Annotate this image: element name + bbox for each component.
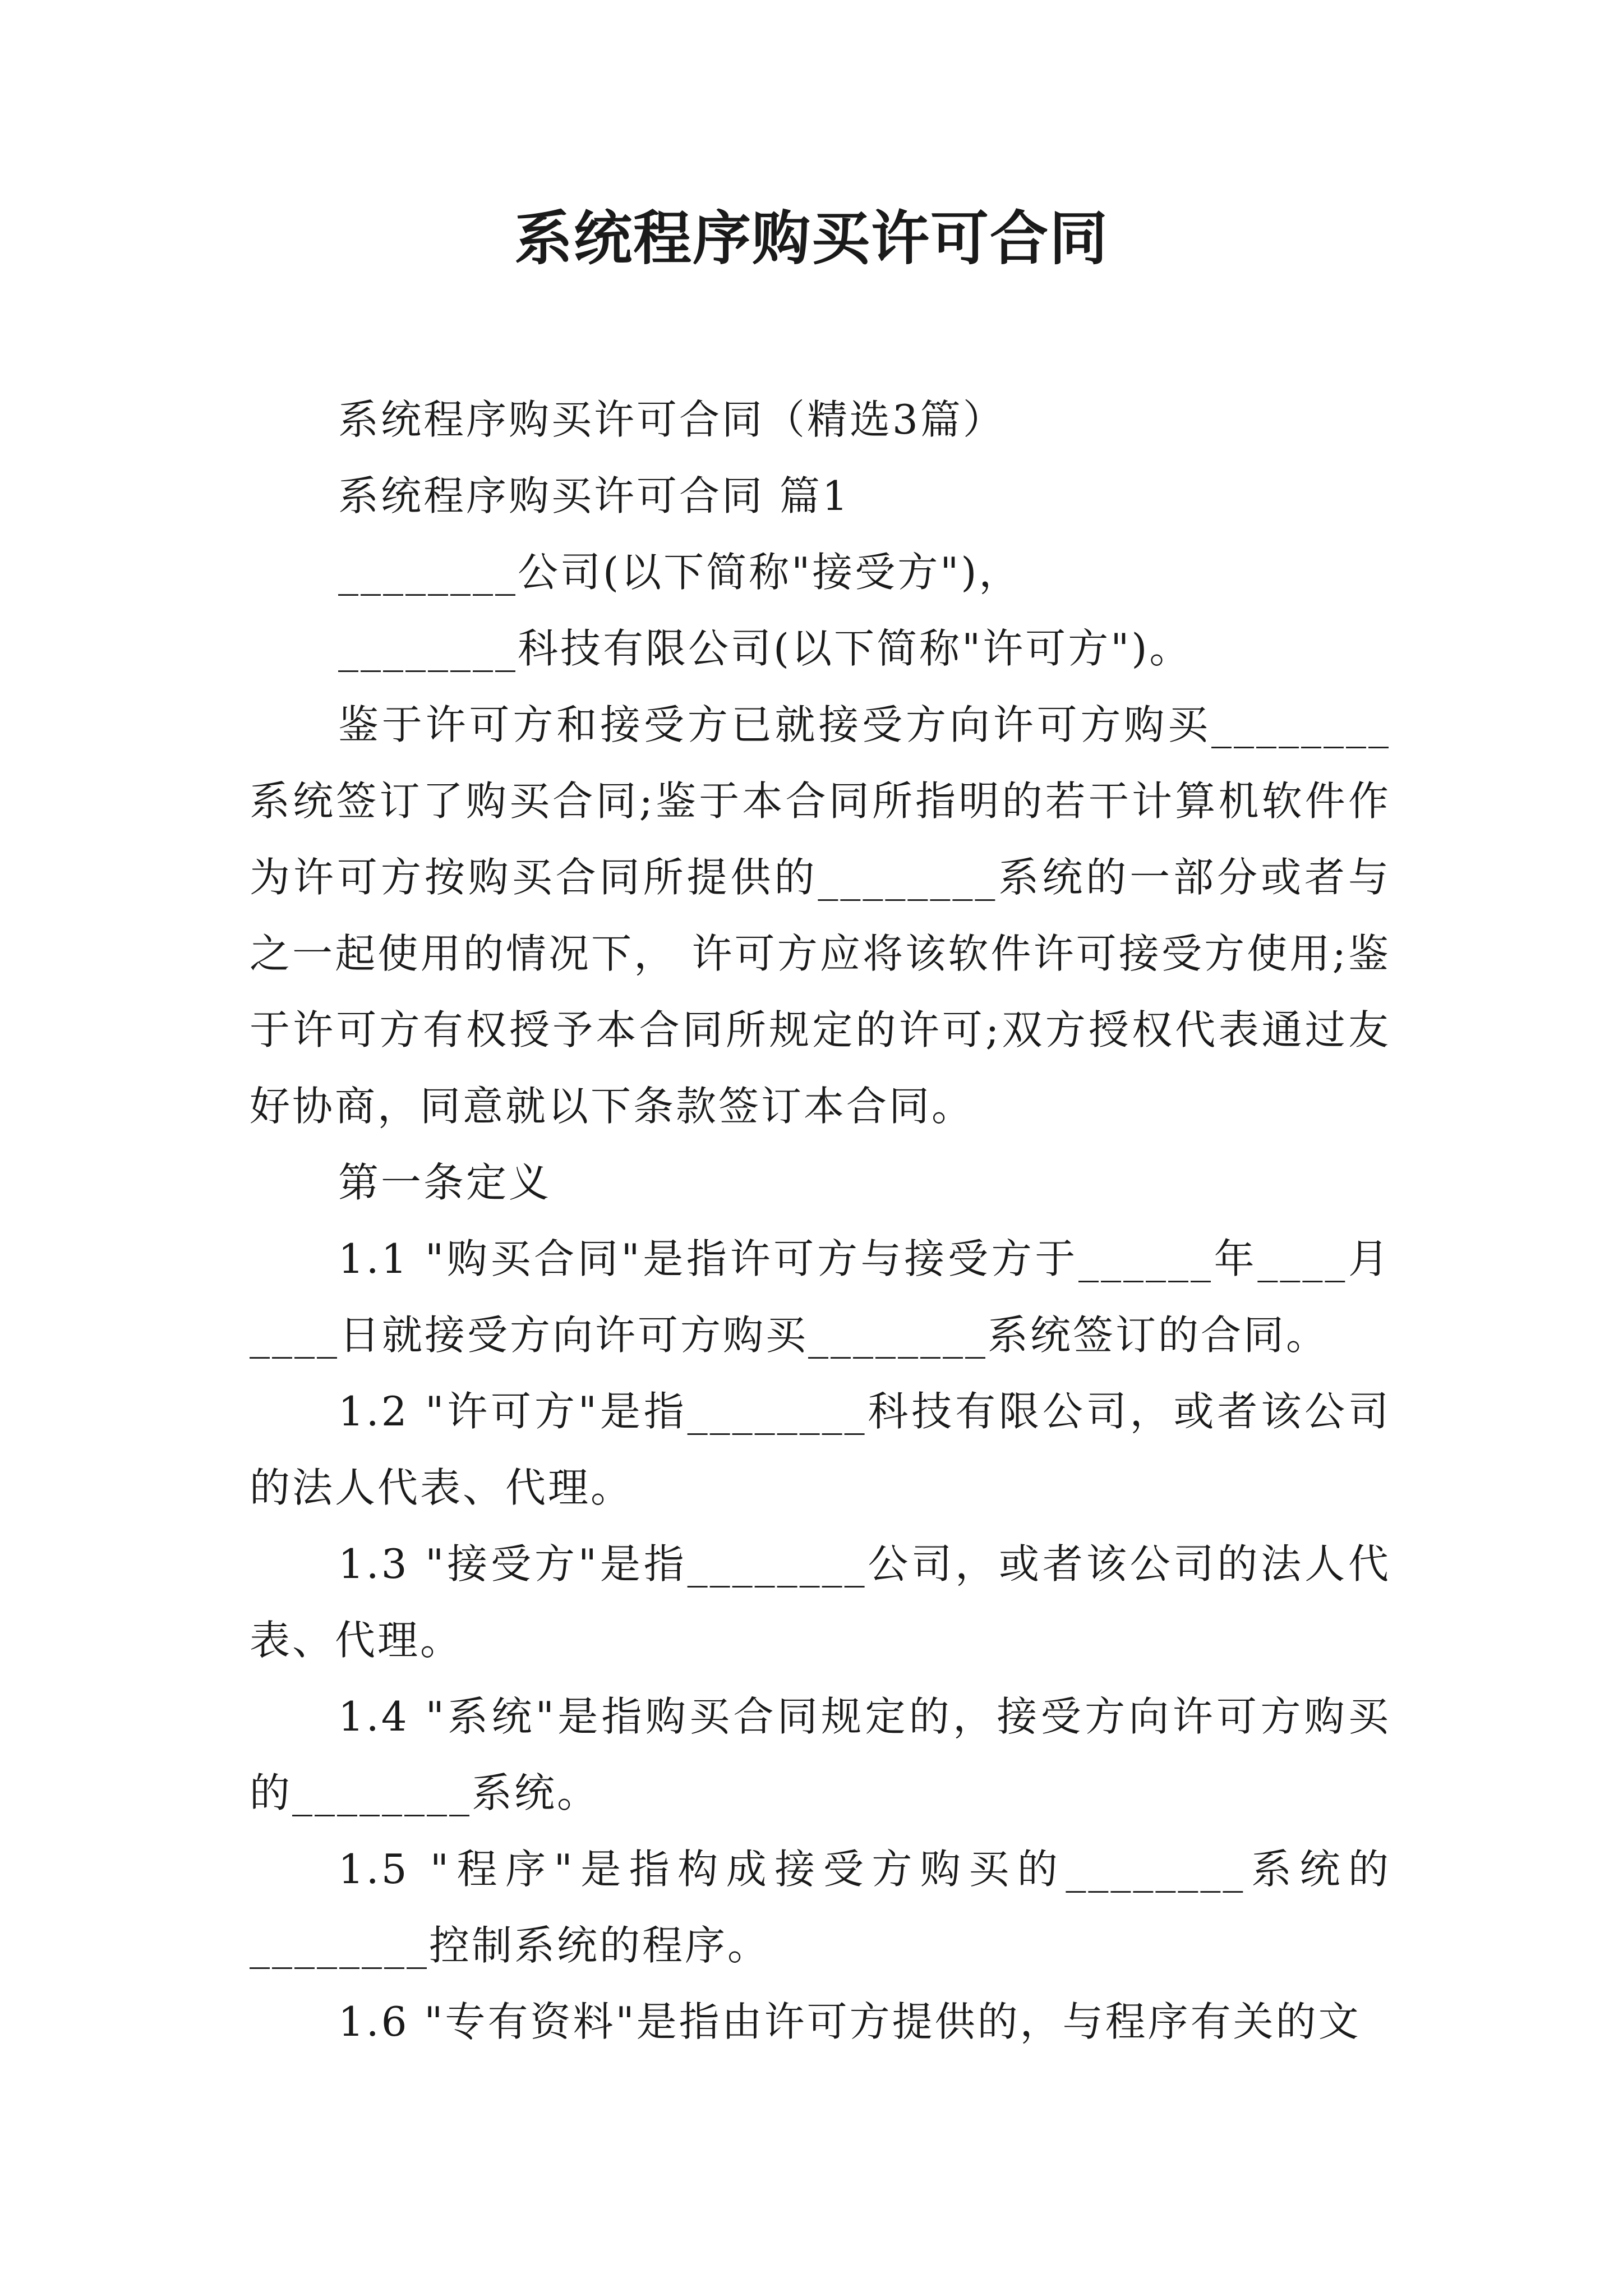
clause-1-5: 1.5 "程序"是指构成接受方购买的________系统的________控制系统的程序。 (250, 1846, 1391, 1969)
document-title: 系统程序购买许可合同 (514, 204, 1109, 273)
section-heading: 系统程序购买许可合同 篇1 (338, 472, 850, 519)
document-subtitle: 系统程序购买许可合同（精选3篇） (338, 396, 1006, 443)
article-heading: 第一条定义 (338, 1159, 552, 1206)
clause-1-3: 1.3 "接受方"是指________公司，或者该公司的法人代表、代理。 (250, 1540, 1391, 1664)
party-licensor-line: ________科技有限公司(以下简称"许可方")。 (338, 625, 1192, 672)
clause-1-6: 1.6 "专有资料"是指由许可方提供的，与程序有关的文 (338, 1998, 1361, 2045)
clause-1-4: 1.4 "系统"是指购买合同规定的，接受方向许可方购买的________系统。 (250, 1693, 1391, 1816)
clause-1-2: 1.2 "许可方"是指________科技有限公司，或者该公司的法人代表、代理。 (250, 1388, 1391, 1511)
party-receiver-line: ________公司(以下简称"接受方")， (338, 549, 1022, 596)
recital-paragraph: 鉴于许可方和接受方已就接受方向许可方购买________系统签订了购买合同;鉴于本合同所指明的若干计算机软件作为许可方按购买合同所提供的________系统的一部分或者与之一起使用的情况下， 许可方应将该软件许可接受方使用;鉴于许可方有权授予本合同所规定的许可;双方授权代表通过友好协商，同意就以下条款签订本合同。 (250, 701, 1391, 1130)
document-body (250, 381, 1391, 2060)
clause-1-1: 1.1 "购买合同"是指许可方与接受方于______年____月____日就接受方向许可方购买________系统签订的合同。 (250, 1235, 1391, 1359)
